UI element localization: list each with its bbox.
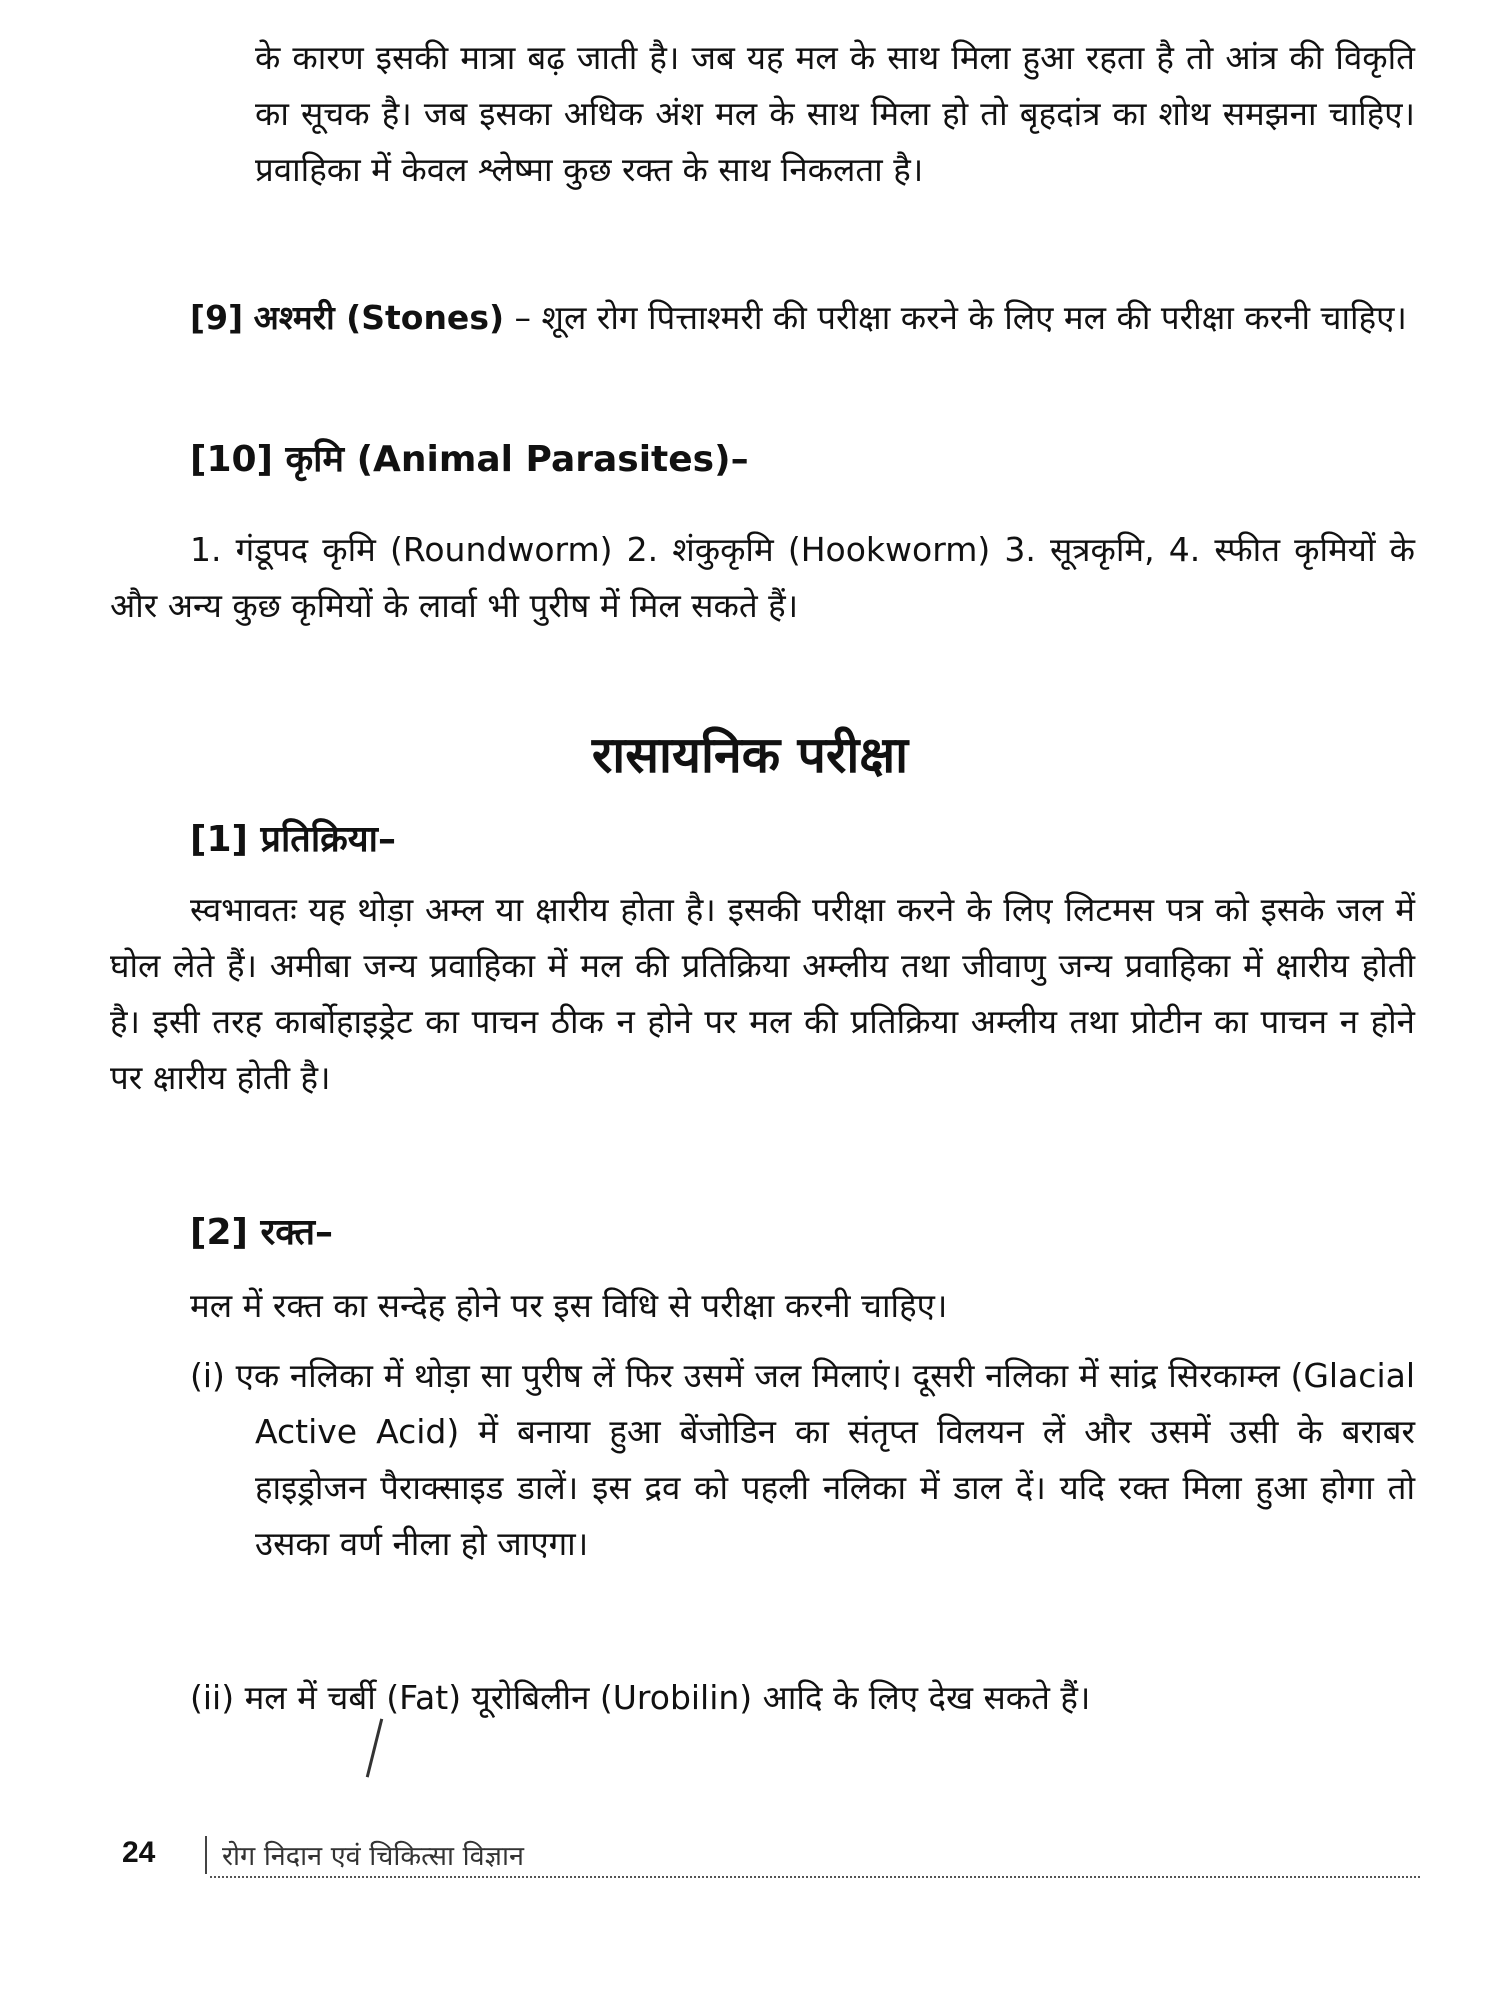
page-number: 24 [122,1836,156,1869]
footer-dotted-rule [210,1876,1420,1878]
worms-paragraph: 1. गंडूपद कृमि (Roundworm) 2. शंकुकृमि (Hookworm) 3. सूत्रकृमि, 4. स्फीत कृमियों के और अन्य कुछ कृमियों के लार्वा भी पुरीष में मिल सकते हैं। [110,530,1415,625]
item-9-text: – शूल रोग पित्ताश्मरी की परीक्षा करने के लिए मल की परीक्षा करनी चाहिए। [504,298,1407,337]
sub-2-paragraph: मल में रक्त का सन्देह होने पर इस विधि से परीक्षा करनी चाहिए। [190,1286,948,1325]
item-10-heading: [10] कृमि (Animal Parasites)– [190,439,749,480]
sub-1-paragraph: स्वभावतः यह थोड़ा अम्ल या क्षारीय होता है। इसकी परीक्षा करने के लिए लिटमस पत्र को इसके जल में घोल लेते हैं। अमीबा जन्य प्रवाहिका में मल की प्रतिक्रिया अम्लीय तथा जीवाणु जन्य प्रवाहिका में क्षारीय होती है। इसी तरह कार्बोहाइड्रेट का पाचन ठीक न होने पर मल की प्रतिक्रिया अम्लीय तथा प्रोटीन का पाचन न होने पर क्षारीय होती है। [110,890,1415,1097]
sub-2-item-ii: (ii) मल में चर्बी (Fat) यूरोबिलीन (Urobilin) आदि के लिए देख सकते हैं। [190,1678,1091,1717]
pen-mark [366,1719,383,1778]
item-9-label: [9] [190,298,244,337]
footer-book-title: रोग निदान एवं चिकित्सा विज्ञान [222,1841,524,1872]
section-title: रासायनिक परीक्षा [591,726,909,784]
sub-2-heading: [2] रक्त– [190,1212,334,1253]
intro-paragraph: के कारण इसकी मात्रा बढ़ जाती है। जब यह मल के साथ मिला हुआ रहता है तो आंत्र की विकृति का सूचक है। जब इसका अधिक अंश मल के साथ मिला हो तो बृहदांत्र का शोथ समझना चाहिए। प्रवाहिका में केवल श्लेष्मा कुछ रक्त के साथ निकलता है। [255,38,1415,189]
sub-1-heading: [1] प्रतिक्रिया– [190,819,396,860]
footer-divider [205,1836,207,1874]
sub-2-item-i: (i) एक नलिका में थोड़ा सा पुरीष लें फिर उसमें जल मिलाएं। दूसरी नलिका में सांद्र सिरकाम्ल (Glacial Active Acid) में बनाया हुआ बेंजोडिन का संतृप्त विलयन लें और उसमें उसी के बराबर हाइड्रोजन पैराक्साइड डालें। इस द्रव को पहली नलिका में डाल दें। यदि रक्त मिला हुआ होगा तो उसका वर्ण नीला हो जाएगा। [190,1356,1415,1563]
item-9-stones [190,290,1415,346]
item-9-term: अश्मरी (Stones) [253,298,505,337]
page-footer [110,1830,1420,1880]
